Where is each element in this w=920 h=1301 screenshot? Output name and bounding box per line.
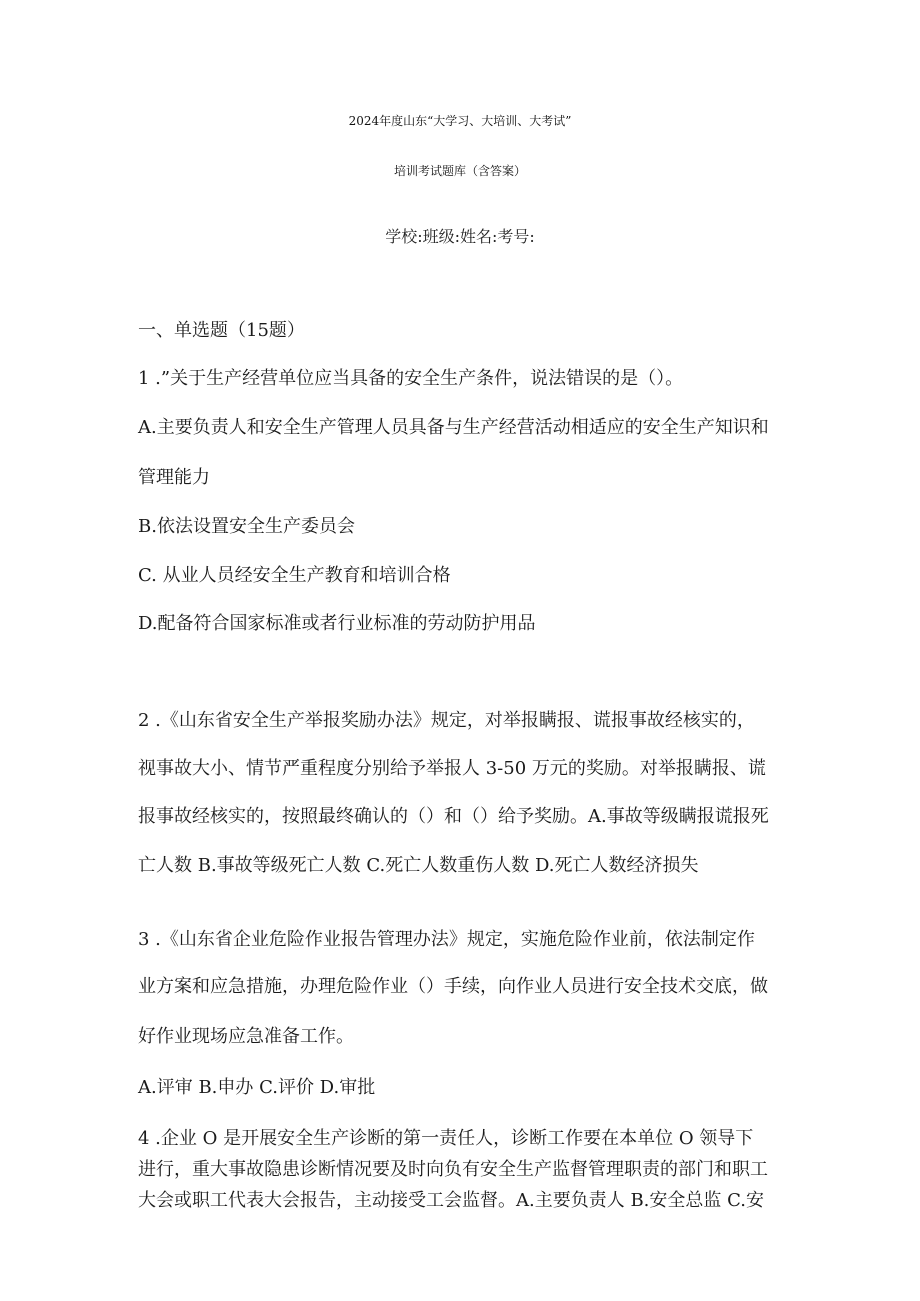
question-1-option-a-cont: 管理能力 [138,467,210,488]
question-2-line-4: 亡人数 B.事故等级死亡人数 C.死亡人数重伤人数 D.死亡人数经济损失 [138,855,699,876]
student-info-line: 学校:班级:姓名:考号: [385,227,535,246]
document-title-line-2: 培训考试题库（含答案） [393,164,526,178]
question-3-line-1: 3 .《山东省企业危险作业报告管理办法》规定，实施危险作业前，依法制定作 [138,929,755,950]
question-2-line-3: 报事故经核实的，按照最终确认的（）和（）给予奖励。A.事故等级瞒报谎报死 [138,806,769,827]
question-3-options: A.评审 B.申办 C.评价 D.审批 [138,1077,376,1098]
question-1-option-b: B.依法设置安全生产委员会 [138,516,355,537]
question-4-line-1: 4 .企业 O 是开展安全生产诊断的第一责任人，诊断工作要在本单位 O 领导下 [138,1128,754,1149]
section-heading: 一、单选题（15题） [138,320,305,341]
question-1-option-c: C. 从业人员经安全生产教育和培训合格 [138,565,451,586]
question-1-stem: 1 .”关于生产经营单位应当具备的安全生产条件，说法错误的是（）。 [138,368,684,389]
question-2-line-1: 2 .《山东省安全生产举报奖励办法》规定，对举报瞒报、谎报事故经核实的， [138,710,755,731]
question-2-line-2: 视事故大小、情节严重程度分别给予举报人 3-50 万元的奖励。对举报瞒报、谎 [138,758,766,779]
question-3-line-3: 好作业现场应急准备工作。 [138,1026,354,1047]
question-4-line-3: 大会或职工代表大会报告，主动接受工会监督。A.主要负责人 B.安全总监 C.安 [138,1190,764,1211]
question-1-option-a: A.主要负责人和安全生产管理人员具备与生产经营活动相适应的安全生产知识和 [138,417,769,438]
question-4-line-2: 进行，重大事故隐患诊断情况要及时向负有安全生产监督管理职责的部门和职工 [138,1159,768,1180]
document-title-line-1: 2024年度山东“大学习、大培训、大考试” [348,114,572,128]
question-3-line-2: 业方案和应急措施，办理危险作业（）手续，向作业人员进行安全技术交底，做 [138,976,768,997]
question-1-option-d: D.配备符合国家标准或者行业标准的劳动防护用品 [138,613,536,634]
